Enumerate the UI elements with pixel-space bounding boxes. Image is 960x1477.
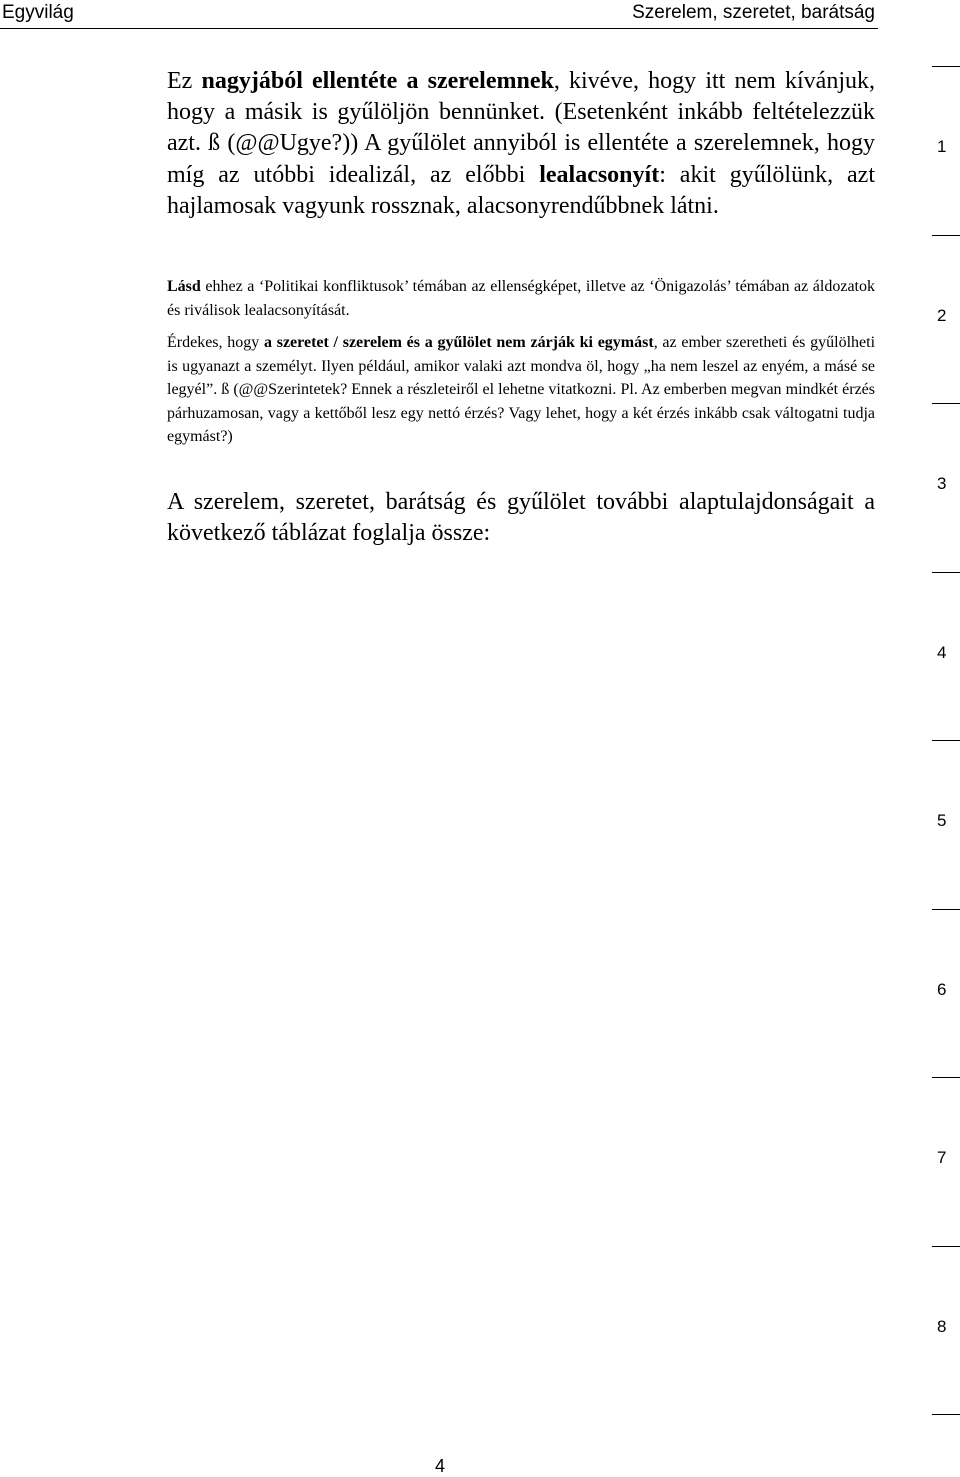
margin-rule <box>932 740 960 741</box>
margin-rule <box>932 403 960 404</box>
margin-rule <box>932 66 960 67</box>
text-span: Ez <box>167 68 202 94</box>
margin-line-number: 4 <box>937 643 947 662</box>
bold-phrase: nagyjából ellentéte a szerelemnek <box>201 68 554 94</box>
margin-line-number: 2 <box>937 306 947 325</box>
margin-line-number: 6 <box>937 980 947 999</box>
margin-rule <box>932 1414 960 1415</box>
header-right-title: Szerelem, szeretet, barátság <box>632 2 875 23</box>
margin-rule <box>932 1246 960 1247</box>
margin-line-number: 1 <box>937 137 947 156</box>
text-span: ehhez a ‘Politikai konfliktusok’ témában az ellenségképet, illetve az ‘Önigazolás’ témában az áldozatok és riválisok lealacsonyítását. <box>167 278 875 319</box>
text-span: Érdekes, hogy <box>167 334 264 351</box>
margin-rule <box>932 235 960 236</box>
margin-line-number: 7 <box>937 1148 947 1167</box>
margin-line-number: 8 <box>937 1317 947 1336</box>
text-span: , az ember szeretheti és gyűlölheti is ugyanazt a személyt. Ilyen például, amikor valaki azt mondva öl, hogy „ha nem leszel az enyém, a másé se legyél”. ß (@@Szerintetek? Ennek a részleteiről el lehetne vitatkozni. Pl. Az emberben megvan mindkét érzés párhuzamosan, vagy a kettőből lesz egy nettó érzés? Vagy lehet, hogy a két érzés inkább csak váltogatni tudja egymást?) <box>167 334 876 446</box>
header-left-title: Egyvilág <box>2 2 74 23</box>
paragraph-hatred-opposite <box>167 66 875 222</box>
text-span: : akit gyűlölünk, azt hajlamosak vagyunk rossznak, alacsonyrendűbbnek látni. <box>167 161 875 219</box>
bold-phrase: Lásd <box>167 278 201 295</box>
margin-rule <box>932 572 960 573</box>
text-span: , kivéve, hogy itt nem kívánjuk, hogy a másik is gyűlöljön bennünket. (Esetenként inkább feltételezzük azt. ß (@@Ugye?)) A gyűlölet annyiból is ellentéte a szerelemnek, hogy míg az utóbbi idealizál, az előbbi <box>167 68 876 188</box>
margin-rule <box>932 1077 960 1078</box>
bold-phrase: lealacsonyít <box>539 161 660 188</box>
paragraph-love-hate-coexist <box>167 331 875 449</box>
bold-phrase: a szeretet / szerelem és a gyűlölet nem zárják ki egymást <box>264 334 654 351</box>
page-number: 4 <box>434 1456 445 1476</box>
text-span: A szerelem, szeretet, barátság és gyűlölet további alaptulajdonságait a következő táblázat foglalja össze: <box>167 489 875 546</box>
margin-rule <box>932 909 960 910</box>
margin-line-number: 3 <box>937 474 947 493</box>
header-divider <box>0 28 878 29</box>
margin-line-number: 5 <box>937 811 947 830</box>
paragraph-table-intro <box>167 487 875 549</box>
paragraph-see-also <box>167 275 875 323</box>
